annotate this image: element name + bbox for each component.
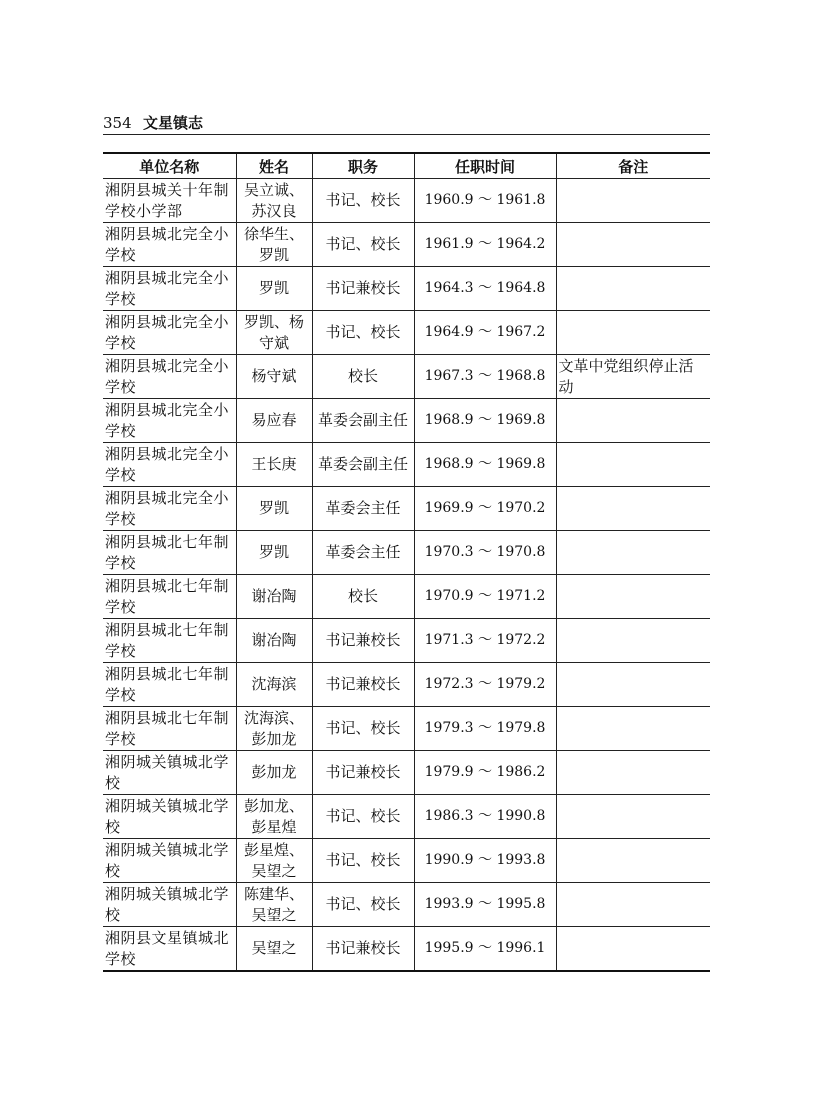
cell-unit: 湘阴县城北七年制学校 [103, 575, 236, 619]
cell-note [556, 223, 710, 267]
cell-post: 书记、校长 [312, 223, 414, 267]
cell-post: 革委会副主任 [312, 399, 414, 443]
table-row [103, 443, 710, 487]
cell-term: 1986.3 ～ 1990.8 [414, 795, 556, 839]
cell-unit: 湘阴县城北完全小学校 [103, 399, 236, 443]
cell-unit: 湘阴县城北完全小学校 [103, 355, 236, 399]
table-row [103, 531, 710, 575]
cell-name: 罗凯 [236, 267, 312, 311]
leadership-table [103, 152, 710, 972]
table-row [103, 223, 710, 267]
cell-post: 校长 [312, 355, 414, 399]
cell-post: 书记兼校长 [312, 751, 414, 795]
cell-unit: 湘阴县城北完全小学校 [103, 487, 236, 531]
cell-post: 书记兼校长 [312, 663, 414, 707]
cell-name: 彭星煌、吴望之 [236, 839, 312, 883]
cell-note [556, 795, 710, 839]
cell-name: 彭加龙、彭星煌 [236, 795, 312, 839]
cell-term: 1970.3 ～ 1970.8 [414, 531, 556, 575]
column-header-name: 姓名 [236, 153, 312, 179]
cell-note [556, 399, 710, 443]
cell-unit: 湘阴县城北七年制学校 [103, 619, 236, 663]
cell-note [556, 311, 710, 355]
page-number: 354 [103, 114, 132, 132]
cell-term: 1969.9 ～ 1970.2 [414, 487, 556, 531]
cell-unit: 湘阴县城北七年制学校 [103, 531, 236, 575]
cell-term: 1968.9 ～ 1969.8 [414, 399, 556, 443]
column-header-term: 任职时间 [414, 153, 556, 179]
cell-term: 1979.9 ～ 1986.2 [414, 751, 556, 795]
table-row [103, 663, 710, 707]
cell-post: 书记、校长 [312, 883, 414, 927]
table-row [103, 267, 710, 311]
table-row [103, 399, 710, 443]
cell-name: 沈海滨 [236, 663, 312, 707]
cell-note [556, 619, 710, 663]
table-row [103, 619, 710, 663]
cell-post: 革委会主任 [312, 487, 414, 531]
cell-note [556, 883, 710, 927]
cell-name: 易应春 [236, 399, 312, 443]
cell-term: 1964.3 ～ 1964.8 [414, 267, 556, 311]
cell-term: 1993.9 ～ 1995.8 [414, 883, 556, 927]
cell-unit: 湘阴县城北完全小学校 [103, 223, 236, 267]
table-row [103, 883, 710, 927]
cell-post: 书记兼校长 [312, 927, 414, 972]
cell-name: 王长庚 [236, 443, 312, 487]
cell-note [556, 179, 710, 223]
cell-post: 书记、校长 [312, 179, 414, 223]
cell-name: 谢冶陶 [236, 619, 312, 663]
column-header-post: 职务 [312, 153, 414, 179]
cell-unit: 湘阴县城北完全小学校 [103, 443, 236, 487]
table-row [103, 751, 710, 795]
cell-unit: 湘阴县城关十年制学校小学部 [103, 179, 236, 223]
cell-name: 陈建华、吴望之 [236, 883, 312, 927]
cell-name: 罗凯 [236, 531, 312, 575]
cell-note [556, 531, 710, 575]
cell-term: 1971.3 ～ 1972.2 [414, 619, 556, 663]
cell-unit: 湘阴城关镇城北学校 [103, 839, 236, 883]
running-head [103, 114, 710, 135]
cell-post: 革委会主任 [312, 531, 414, 575]
cell-note [556, 751, 710, 795]
cell-post: 书记、校长 [312, 795, 414, 839]
table-body [103, 179, 710, 972]
cell-term: 1990.9 ～ 1993.8 [414, 839, 556, 883]
cell-name: 徐华生、罗凯 [236, 223, 312, 267]
table-row [103, 311, 710, 355]
cell-note [556, 267, 710, 311]
cell-name: 罗凯、杨守斌 [236, 311, 312, 355]
cell-term: 1972.3 ～ 1979.2 [414, 663, 556, 707]
column-header-note: 备注 [556, 153, 710, 179]
table-row [103, 355, 710, 399]
cell-note [556, 707, 710, 751]
cell-term: 1979.3 ～ 1979.8 [414, 707, 556, 751]
table-row [103, 179, 710, 223]
table-header-row [103, 153, 710, 179]
column-header-unit: 单位名称 [103, 153, 236, 179]
cell-post: 校长 [312, 575, 414, 619]
cell-term: 1968.9 ～ 1969.8 [414, 443, 556, 487]
cell-term: 1967.3 ～ 1968.8 [414, 355, 556, 399]
table-row [103, 927, 710, 972]
cell-unit: 湘阴城关镇城北学校 [103, 795, 236, 839]
cell-unit: 湘阴城关镇城北学校 [103, 883, 236, 927]
cell-note [556, 443, 710, 487]
cell-term: 1961.9 ～ 1964.2 [414, 223, 556, 267]
cell-note [556, 927, 710, 972]
cell-post: 书记、校长 [312, 839, 414, 883]
cell-note [556, 575, 710, 619]
cell-term: 1995.9 ～ 1996.1 [414, 927, 556, 972]
table-row [103, 575, 710, 619]
cell-unit: 湘阴县城北七年制学校 [103, 707, 236, 751]
cell-name: 沈海滨、彭加龙 [236, 707, 312, 751]
cell-post: 书记兼校长 [312, 619, 414, 663]
cell-post: 书记兼校长 [312, 267, 414, 311]
cell-name: 谢冶陶 [236, 575, 312, 619]
table-row [103, 839, 710, 883]
cell-unit: 湘阴县城北完全小学校 [103, 311, 236, 355]
cell-unit: 湘阴县城北完全小学校 [103, 267, 236, 311]
cell-name: 罗凯 [236, 487, 312, 531]
table-row [103, 707, 710, 751]
cell-name: 杨守斌 [236, 355, 312, 399]
cell-unit: 湘阴县城北七年制学校 [103, 663, 236, 707]
cell-term: 1960.9 ～ 1961.8 [414, 179, 556, 223]
cell-post: 革委会副主任 [312, 443, 414, 487]
book-title: 文星镇志 [143, 114, 204, 132]
cell-post: 书记、校长 [312, 311, 414, 355]
cell-note [556, 663, 710, 707]
cell-note: 文革中党组织停止活动 [556, 355, 710, 399]
cell-term: 1964.9 ～ 1967.2 [414, 311, 556, 355]
cell-unit: 湘阴县文星镇城北学校 [103, 927, 236, 972]
cell-unit: 湘阴城关镇城北学校 [103, 751, 236, 795]
cell-name: 彭加龙 [236, 751, 312, 795]
cell-name: 吴立诚、苏汉良 [236, 179, 312, 223]
cell-post: 书记、校长 [312, 707, 414, 751]
cell-note [556, 487, 710, 531]
cell-note [556, 839, 710, 883]
table-row [103, 487, 710, 531]
cell-term: 1970.9 ～ 1971.2 [414, 575, 556, 619]
table-row [103, 795, 710, 839]
cell-name: 吴望之 [236, 927, 312, 972]
